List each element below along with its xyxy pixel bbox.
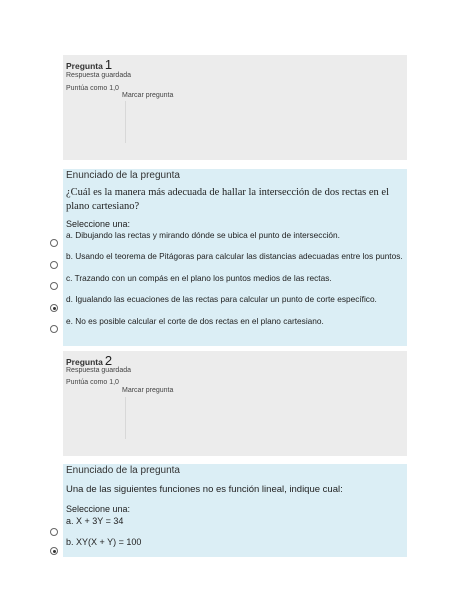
- question-text: ¿Cuál es la manera más adecuada de hallar la intersección de dos rectas en el plano cartesiano?: [66, 187, 390, 212]
- question-1-info: [63, 55, 407, 160]
- question-2-content: [63, 464, 407, 557]
- flag-question-link[interactable]: Marcar pregunta: [122, 92, 174, 99]
- radio-option-b[interactable]: [50, 547, 58, 555]
- question-label: Pregunta: [66, 61, 103, 71]
- answer-option-a[interactable]: a. X + 3Y = 34: [66, 516, 124, 526]
- info-divider: [125, 101, 126, 143]
- question-2-info: [63, 351, 407, 456]
- section-title: Enunciado de la pregunta: [66, 465, 180, 476]
- question-number: 1: [104, 57, 113, 72]
- radio-option-b[interactable]: [50, 261, 58, 269]
- select-prompt: Seleccione una:: [66, 219, 131, 229]
- answer-option-e[interactable]: e. No es posible calcular el corte de dos rectas en el plano cartesiano.: [66, 316, 324, 326]
- answer-option-b[interactable]: b. XY(X + Y) = 100: [66, 537, 142, 547]
- question-text: Una de las siguientes funciones no es función lineal, indique cual:: [66, 484, 343, 495]
- question-number: 2: [104, 353, 113, 368]
- radio-option-e[interactable]: [50, 325, 58, 333]
- flag-question-link[interactable]: Marcar pregunta: [122, 387, 174, 394]
- answer-option-d[interactable]: d. Igualando las ecuaciones de las rectas para calcular un punto de corte específico.: [66, 294, 377, 304]
- radio-option-c[interactable]: [50, 282, 58, 290]
- answer-option-c[interactable]: c. Trazando con un compás en el plano los puntos medios de las rectas.: [66, 273, 332, 283]
- question-label: Pregunta: [66, 357, 103, 367]
- question-1-content: [63, 169, 407, 346]
- question-state: Respuesta guardada: [66, 367, 131, 374]
- select-prompt: Seleccione una:: [66, 504, 131, 514]
- info-divider: [125, 397, 126, 439]
- question-grade: Puntúa como 1,0: [66, 379, 119, 386]
- question-state: Respuesta guardada: [66, 72, 131, 79]
- question-1-heading: [66, 57, 112, 72]
- question-2-heading: [66, 353, 112, 368]
- answer-option-b[interactable]: b. Usando el teorema de Pitágoras para calcular las distancias adecuadas entre los puntos.: [66, 251, 403, 261]
- answer-option-a[interactable]: a. Dibujando las rectas y mirando dónde se ubica el punto de intersección.: [66, 230, 340, 240]
- section-title: Enunciado de la pregunta: [66, 170, 180, 181]
- radio-option-a[interactable]: [50, 528, 58, 536]
- radio-option-a[interactable]: [50, 239, 58, 247]
- question-grade: Puntúa como 1,0: [66, 85, 119, 92]
- radio-option-d[interactable]: [50, 304, 58, 312]
